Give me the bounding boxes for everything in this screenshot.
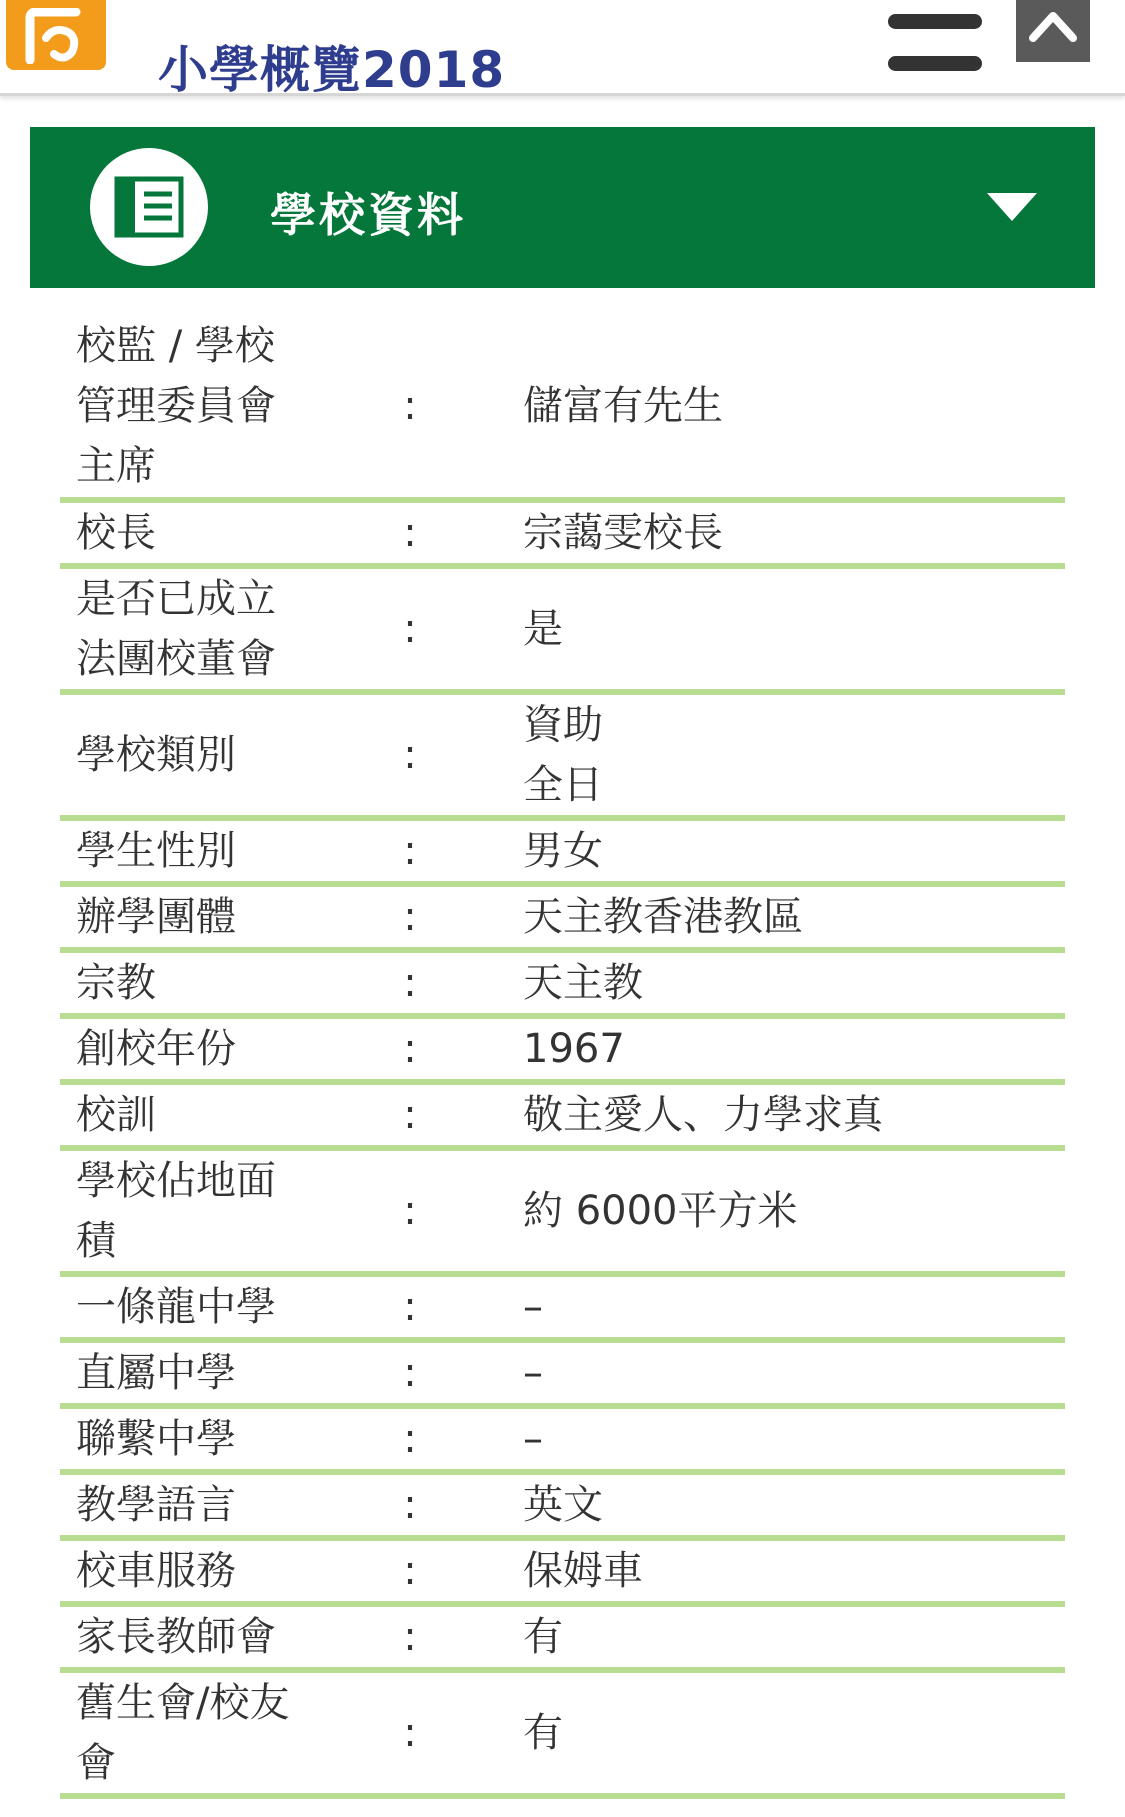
row-value: 資助 全日 bbox=[523, 702, 603, 808]
row-value: 英文 bbox=[523, 1482, 603, 1528]
row-value: 有 bbox=[523, 1614, 563, 1660]
school-info-table bbox=[60, 315, 1065, 1799]
row-colon: : bbox=[403, 828, 417, 874]
row-label: 家長教師會 bbox=[76, 1614, 276, 1660]
scroll-to-top-icon[interactable] bbox=[1016, 0, 1090, 62]
row-label: 一條龍中學 bbox=[76, 1284, 276, 1330]
row-label: 校長 bbox=[76, 510, 156, 556]
row-value: 是 bbox=[523, 606, 563, 652]
row-label: 校車服務 bbox=[76, 1548, 236, 1594]
row-label: 校監 / 學校 管理委員會 主席 bbox=[76, 323, 276, 489]
row-label: 是否已成立 法團校董會 bbox=[76, 576, 276, 682]
info-row-pta bbox=[60, 1607, 1065, 1673]
info-row-teaching-language bbox=[60, 1475, 1065, 1541]
info-row-sponsoring-body bbox=[60, 887, 1065, 953]
row-colon: : bbox=[403, 1416, 417, 1462]
info-row-principal bbox=[60, 503, 1065, 569]
row-value: 敬主愛人、力學求真 bbox=[523, 1092, 883, 1138]
app-title: 小學概覽2018 bbox=[158, 41, 506, 99]
row-label: 辦學團體 bbox=[76, 894, 236, 940]
info-row-nominated-school bbox=[60, 1409, 1065, 1475]
row-colon: : bbox=[403, 1548, 417, 1594]
info-row-school-type bbox=[60, 695, 1065, 821]
top-bar bbox=[0, 0, 1125, 99]
info-row-religion bbox=[60, 953, 1065, 1019]
row-colon: : bbox=[403, 1188, 417, 1234]
row-value: 保姆車 bbox=[523, 1548, 643, 1594]
row-value: 宗藹雯校長 bbox=[523, 510, 723, 556]
caret-down-icon[interactable] bbox=[987, 193, 1037, 221]
row-colon: : bbox=[403, 960, 417, 1006]
row-value: 男女 bbox=[523, 828, 603, 874]
row-colon: : bbox=[403, 510, 417, 556]
row-value: 1967 bbox=[523, 1026, 625, 1072]
info-row-through-train bbox=[60, 1277, 1065, 1343]
row-colon: : bbox=[403, 1710, 417, 1756]
row-value: 儲富有先生 bbox=[523, 383, 723, 429]
row-colon: : bbox=[403, 1026, 417, 1072]
row-value: – bbox=[523, 1416, 543, 1462]
row-colon: : bbox=[403, 1614, 417, 1660]
row-label: 直屬中學 bbox=[76, 1350, 236, 1396]
row-label: 舊生會/校友 會 bbox=[76, 1680, 290, 1786]
row-colon: : bbox=[403, 1350, 417, 1396]
row-label: 宗教 bbox=[76, 960, 156, 1006]
info-row-motto bbox=[60, 1085, 1065, 1151]
row-label: 校訓 bbox=[76, 1092, 156, 1138]
row-value: 天主教香港教區 bbox=[523, 894, 803, 940]
info-row-alumni bbox=[60, 1673, 1065, 1799]
row-value: – bbox=[523, 1284, 543, 1330]
info-row-school-bus bbox=[60, 1541, 1065, 1607]
row-value: 約 6000平方米 bbox=[523, 1188, 798, 1234]
hamburger-menu-icon[interactable] bbox=[888, 14, 982, 74]
row-value: 天主教 bbox=[523, 960, 643, 1006]
info-row-imc bbox=[60, 569, 1065, 695]
row-colon: : bbox=[403, 606, 417, 652]
app-logo-icon[interactable] bbox=[6, 0, 106, 70]
row-label: 創校年份 bbox=[76, 1026, 236, 1072]
row-label: 教學語言 bbox=[76, 1482, 236, 1528]
row-colon: : bbox=[403, 1092, 417, 1138]
row-colon: : bbox=[403, 894, 417, 940]
row-value: 有 bbox=[523, 1710, 563, 1756]
row-colon: : bbox=[403, 732, 417, 778]
info-row-student-gender bbox=[60, 821, 1065, 887]
document-icon bbox=[90, 148, 208, 266]
row-colon: : bbox=[403, 1482, 417, 1528]
info-row-year-founded bbox=[60, 1019, 1065, 1085]
info-row-school-area bbox=[60, 1151, 1065, 1277]
row-colon: : bbox=[403, 383, 417, 429]
school-info-section-header[interactable] bbox=[30, 127, 1095, 288]
row-label: 學校佔地面 積 bbox=[76, 1158, 276, 1264]
row-colon: : bbox=[403, 1284, 417, 1330]
info-row-feeder-school bbox=[60, 1343, 1065, 1409]
row-label: 聯繫中學 bbox=[76, 1416, 236, 1462]
row-label: 學校類別 bbox=[76, 732, 236, 778]
info-row-chairman bbox=[60, 315, 1065, 503]
row-label: 學生性別 bbox=[76, 828, 236, 874]
section-title: 學校資料 bbox=[270, 188, 466, 242]
row-value: – bbox=[523, 1350, 543, 1396]
